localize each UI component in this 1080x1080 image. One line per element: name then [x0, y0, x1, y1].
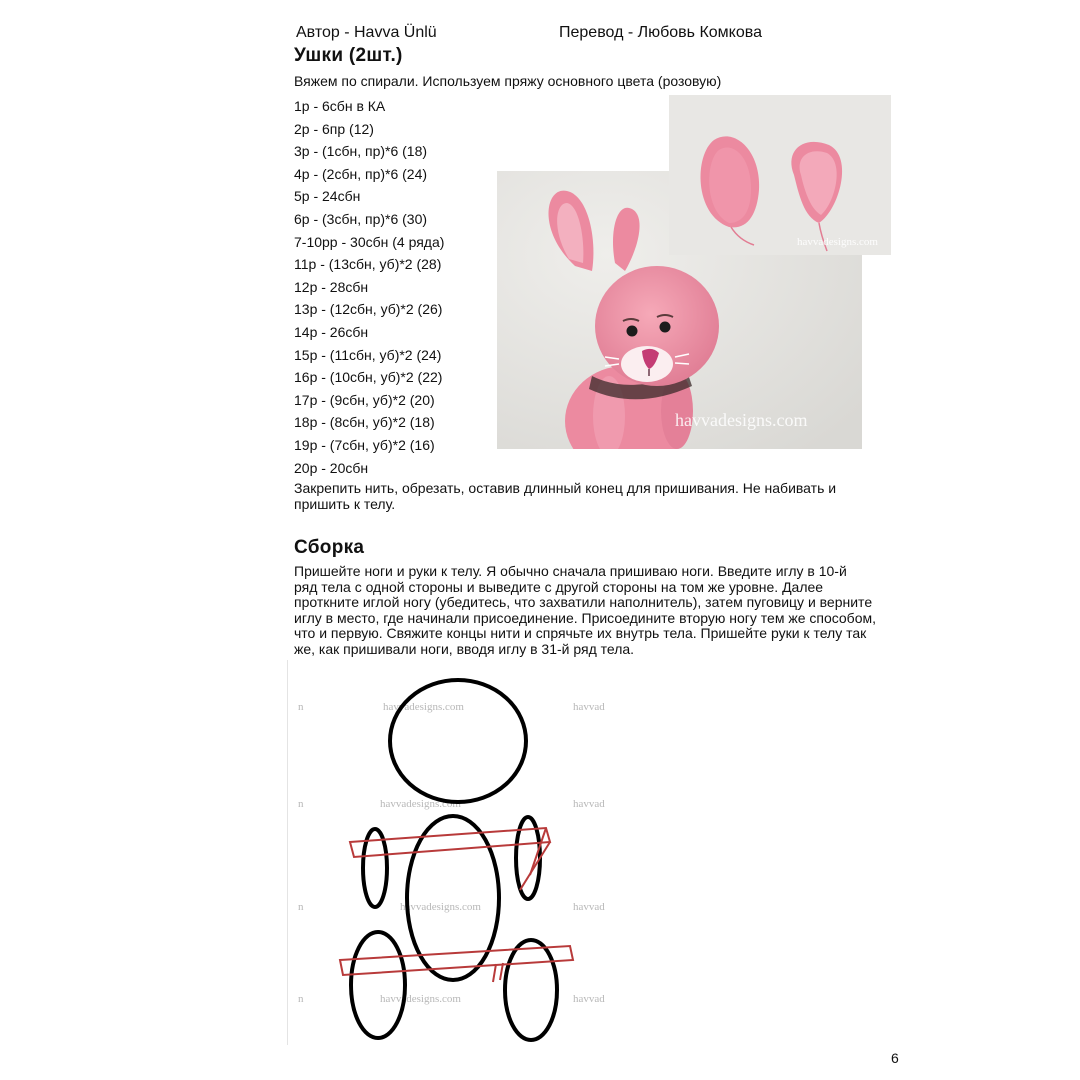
- diagram-watermark-3: havvadesigns.com: [400, 901, 481, 913]
- ears-row-item: 16р - (10сбн, уб)*2 (22): [294, 369, 443, 386]
- ears-row-item: 12р - 28сбн: [294, 278, 369, 295]
- ears-row-item: 15р - (11сбн, уб)*2 (24): [294, 346, 442, 363]
- translator-line: Перевод - Любовь Комкова: [559, 24, 762, 41]
- diagram-edge-letter-1: n: [298, 701, 304, 713]
- author-line: Автор - Havva Ünlü: [296, 24, 437, 41]
- ears-row-item: 11р - (13сбн, уб)*2 (28): [294, 256, 442, 273]
- ears-row-item: 7-10рр - 30сбн (4 ряда): [294, 233, 445, 250]
- ears-section-title: Ушки (2шт.): [294, 45, 403, 66]
- assembly-diagram-drawing: [288, 660, 618, 1045]
- ears-row-item: 6р - (3сбн, пр)*6 (30): [294, 210, 428, 227]
- diagram-watermark-2: havvadesigns.com: [380, 798, 461, 810]
- diagram-edge-letter-4: n: [298, 993, 304, 1005]
- diagram-right-leg: [505, 940, 557, 1040]
- assembly-diagram: [287, 660, 618, 1045]
- diagram-left-leg: [351, 932, 405, 1038]
- knitted-ears-illustration: [669, 95, 891, 255]
- page-number: 6: [891, 1050, 899, 1066]
- assembly-section-title: Сборка: [294, 537, 365, 558]
- diagram-watermark-1: havvadesigns.com: [383, 701, 464, 713]
- ears-row-item: 5р - 24сбн: [294, 188, 361, 205]
- ears-row-item: 14р - 26сбн: [294, 323, 369, 340]
- diagram-edge-letter-2: n: [298, 798, 304, 810]
- ears-row-item: 1р - 6сбн в КА: [294, 98, 386, 114]
- ears-row-item: 17р - (9сбн, уб)*2 (20): [294, 391, 435, 408]
- diagram-head: [390, 680, 526, 802]
- ears-row-item: 20р - 20сбн: [294, 459, 369, 476]
- ears-row-list: [294, 95, 444, 479]
- diagram-watermark-4: havvadesigns.com: [380, 993, 461, 1005]
- ears-photo-watermark: havvadesigns.com: [797, 236, 878, 248]
- leg-thread-path: [340, 946, 573, 982]
- ears-row-item: 19р - (7сбн, уб)*2 (16): [294, 436, 435, 453]
- diagram-side-watermark-4: havvad: [573, 993, 605, 1005]
- ears-row-item: 2р - 6пр (12): [294, 120, 374, 137]
- diagram-side-watermark-3: havvad: [573, 901, 605, 913]
- ears-row-item: 3р - (1сбн, пр)*6 (18): [294, 143, 428, 160]
- assembly-instructions: Пришейте ноги и руки к телу. Я обычно сначала пришиваю ноги. Введите иглу в 10-й ряд тела с одной стороны и выведите с другой стороны на том же уровне. Далее проткните иглой ногу (убедитесь, что захватили наполнитель), затем пуговицу и верните иглу в место, где начинали присоединение. Присоедините вторую ногу тем же способом, что и первую. Свяжите концы нити и спрячьте их внутрь тела. Пришейте руки к телу так же, как пришивали ноги, вводя иглу в 31-й ряд тела.: [294, 563, 877, 657]
- bunny-photo-watermark: havvadesigns.com: [675, 410, 808, 430]
- ears-finish-text: Закрепить нить, обрезать, оставив длинный конец для пришивания. Не набивать и пришить к телу.: [294, 480, 837, 512]
- ears-row-item: 4р - (2сбн, пр)*6 (24): [294, 165, 428, 182]
- diagram-side-watermark-2: havvad: [573, 798, 605, 810]
- ears-row-item: 18р - (8сбн, уб)*2 (18): [294, 414, 435, 431]
- diagram-edge-letter-3: n: [298, 901, 304, 913]
- ears-photo: [669, 95, 891, 255]
- diagram-side-watermark-1: havvad: [573, 701, 605, 713]
- ears-intro-text: Вяжем по спирали. Используем пряжу основного цвета (розовую): [294, 73, 722, 89]
- ears-row-item: 13р - (12сбн, уб)*2 (26): [294, 301, 443, 318]
